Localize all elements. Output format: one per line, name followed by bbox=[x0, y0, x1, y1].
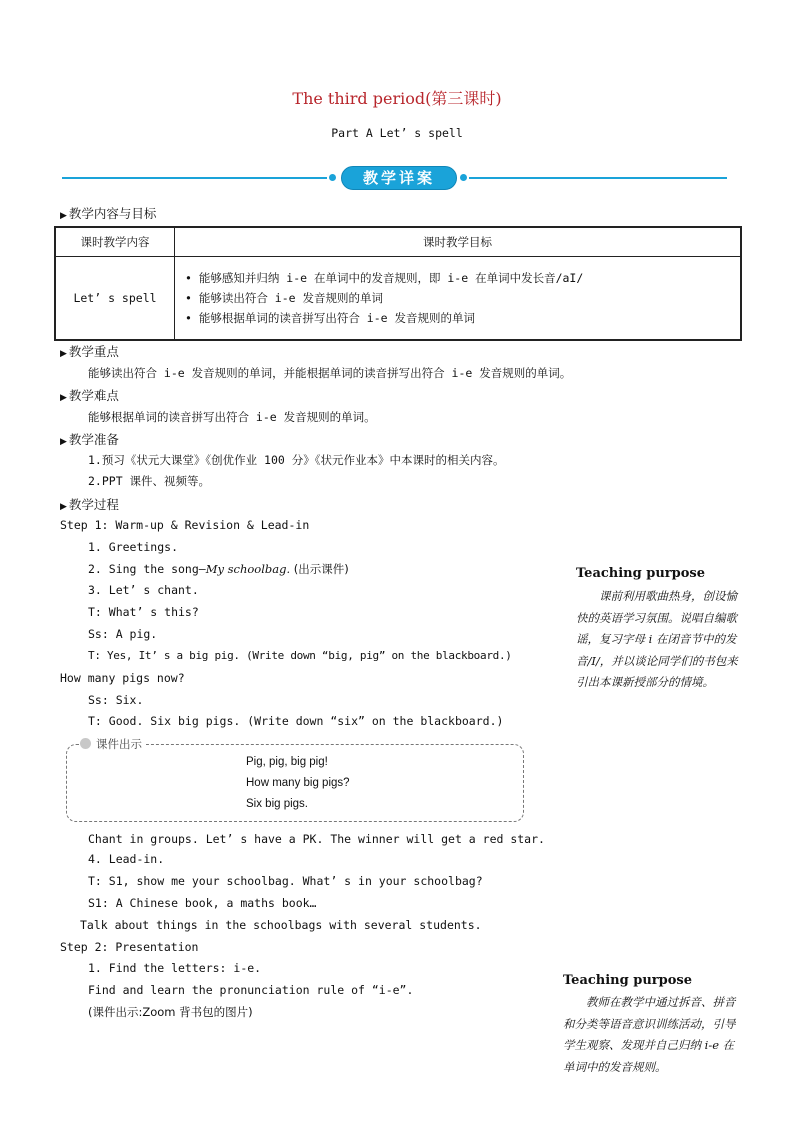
banner-dot-right bbox=[460, 174, 467, 181]
section-heading-process: ▶ 教学过程 bbox=[60, 497, 119, 512]
process-line: T: What’ s this? bbox=[88, 605, 199, 619]
preparation-item: 1.预习《状元大课堂》《创优作业 100 分》《状元作业本》中本课时的相关内容。 bbox=[88, 453, 505, 467]
process-line: Chant in groups. Let’ s have a PK. The winner will get a red star. bbox=[88, 832, 545, 846]
banner-divider-right bbox=[469, 177, 727, 179]
triangle-icon: ▶ bbox=[60, 437, 67, 447]
song-title: My schoolbag. bbox=[205, 562, 291, 576]
process-line: (课件出示:Zoom 背书包的图片) bbox=[88, 1005, 253, 1019]
process-line: How many pigs now? bbox=[60, 671, 185, 685]
process-line: T: Yes, It’ s a big pig. (Write down “big, pig” on the blackboard.) bbox=[88, 649, 512, 662]
table-header-goals: 课时教学目标 bbox=[175, 227, 742, 257]
label-dot-icon bbox=[80, 738, 91, 749]
goal-item: • 能够根据单词的读音拼写出符合 i-e 发音规则的单词 bbox=[185, 311, 475, 325]
triangle-icon: ▶ bbox=[60, 502, 67, 512]
side-note-text: 课前利用歌曲热身，创设愉快的英语学习氛围。说唱自编歌谣，复习字母 i 在闭音节中的发音/I/，并以谈论同学们的书包来引出本课新授部分的情境。 bbox=[576, 589, 738, 689]
section-banner bbox=[327, 165, 469, 191]
chant-line: Pig, pig, big pig! bbox=[246, 756, 328, 768]
preparation-item: 2.PPT 课件、视频等。 bbox=[88, 474, 211, 488]
process-line: Ss: Six. bbox=[88, 693, 144, 707]
courseware-label: 课件出示 bbox=[80, 736, 146, 752]
banner-pill bbox=[341, 166, 457, 190]
table-cell-goals bbox=[175, 257, 742, 341]
side-note-text: 教师在教学中通过拆音、拼音和分类等语音意识训练活动，引导学生观察、发现并自己归纳 i-e 在单词中的发音规则。 bbox=[563, 995, 736, 1074]
banner-label: 教学详案 bbox=[362, 169, 435, 187]
process-line: 2. Sing the song—My schoolbag. (出示课件) bbox=[88, 562, 349, 576]
goal-item: • 能够读出符合 i-e 发音规则的单词 bbox=[185, 291, 383, 305]
process-line: T: S1, show me your schoolbag. What’ s in your schoolbag? bbox=[88, 874, 483, 888]
step-heading: Step 2: Presentation bbox=[60, 940, 199, 954]
process-line: Talk about things in the schoolbags with several students. bbox=[80, 918, 482, 932]
section-heading-key-points: ▶ 教学重点 bbox=[60, 344, 119, 359]
table-header-content: 课时教学内容 bbox=[55, 227, 175, 257]
goal-item: • 能够感知并归纳 i-e 在单词中的发音规则，即 i-e 在单词中发长音/aI/ bbox=[185, 271, 584, 285]
process-line: T: Good. Six big pigs. (Write down “six” on the blackboard.) bbox=[88, 714, 504, 728]
side-note-title: Teaching purpose bbox=[563, 973, 692, 988]
goals-table bbox=[54, 226, 742, 341]
process-line: S1: A Chinese book, a maths book… bbox=[88, 896, 317, 910]
section-heading-difficulties: ▶ 教学难点 bbox=[60, 388, 119, 403]
section-heading-preparation: ▶ 教学准备 bbox=[60, 432, 119, 447]
triangle-icon: ▶ bbox=[60, 393, 67, 403]
triangle-icon: ▶ bbox=[60, 211, 67, 221]
process-line: 3. Let’ s chant. bbox=[88, 583, 199, 597]
process-line: Find and learn the pronunciation rule of “i-e”. bbox=[88, 983, 414, 997]
triangle-icon: ▶ bbox=[60, 349, 67, 359]
section-heading-content-goals: ▶ 教学内容与目标 bbox=[60, 206, 157, 221]
page-subtitle: Part A Let’ s spell bbox=[331, 126, 463, 140]
process-line: 1. Find the letters: i-e. bbox=[88, 961, 262, 975]
banner-divider-left bbox=[62, 177, 327, 179]
step-heading: Step 1: Warm-up & Revision & Lead-in bbox=[60, 518, 310, 532]
table-cell-lesson: Let’ s spell bbox=[55, 257, 175, 341]
process-line: Ss: A pig. bbox=[88, 627, 158, 641]
process-line: 1. Greetings. bbox=[88, 540, 179, 554]
process-line: 4. Lead-in. bbox=[88, 852, 165, 866]
chant-line: Six big pigs. bbox=[246, 798, 309, 810]
banner-dot-left bbox=[329, 174, 336, 181]
side-note-title: Teaching purpose bbox=[576, 566, 705, 581]
page-title: The third period(第三课时) bbox=[292, 89, 502, 108]
difficulties-text: 能够根据单词的读音拼写出符合 i-e 发音规则的单词。 bbox=[88, 410, 376, 424]
key-points-text: 能够读出符合 i-e 发音规则的单词，并能根据单词的读音拼写出符合 i-e 发音规则的单词。 bbox=[88, 366, 572, 380]
chant-line: How many big pigs? bbox=[246, 777, 350, 789]
